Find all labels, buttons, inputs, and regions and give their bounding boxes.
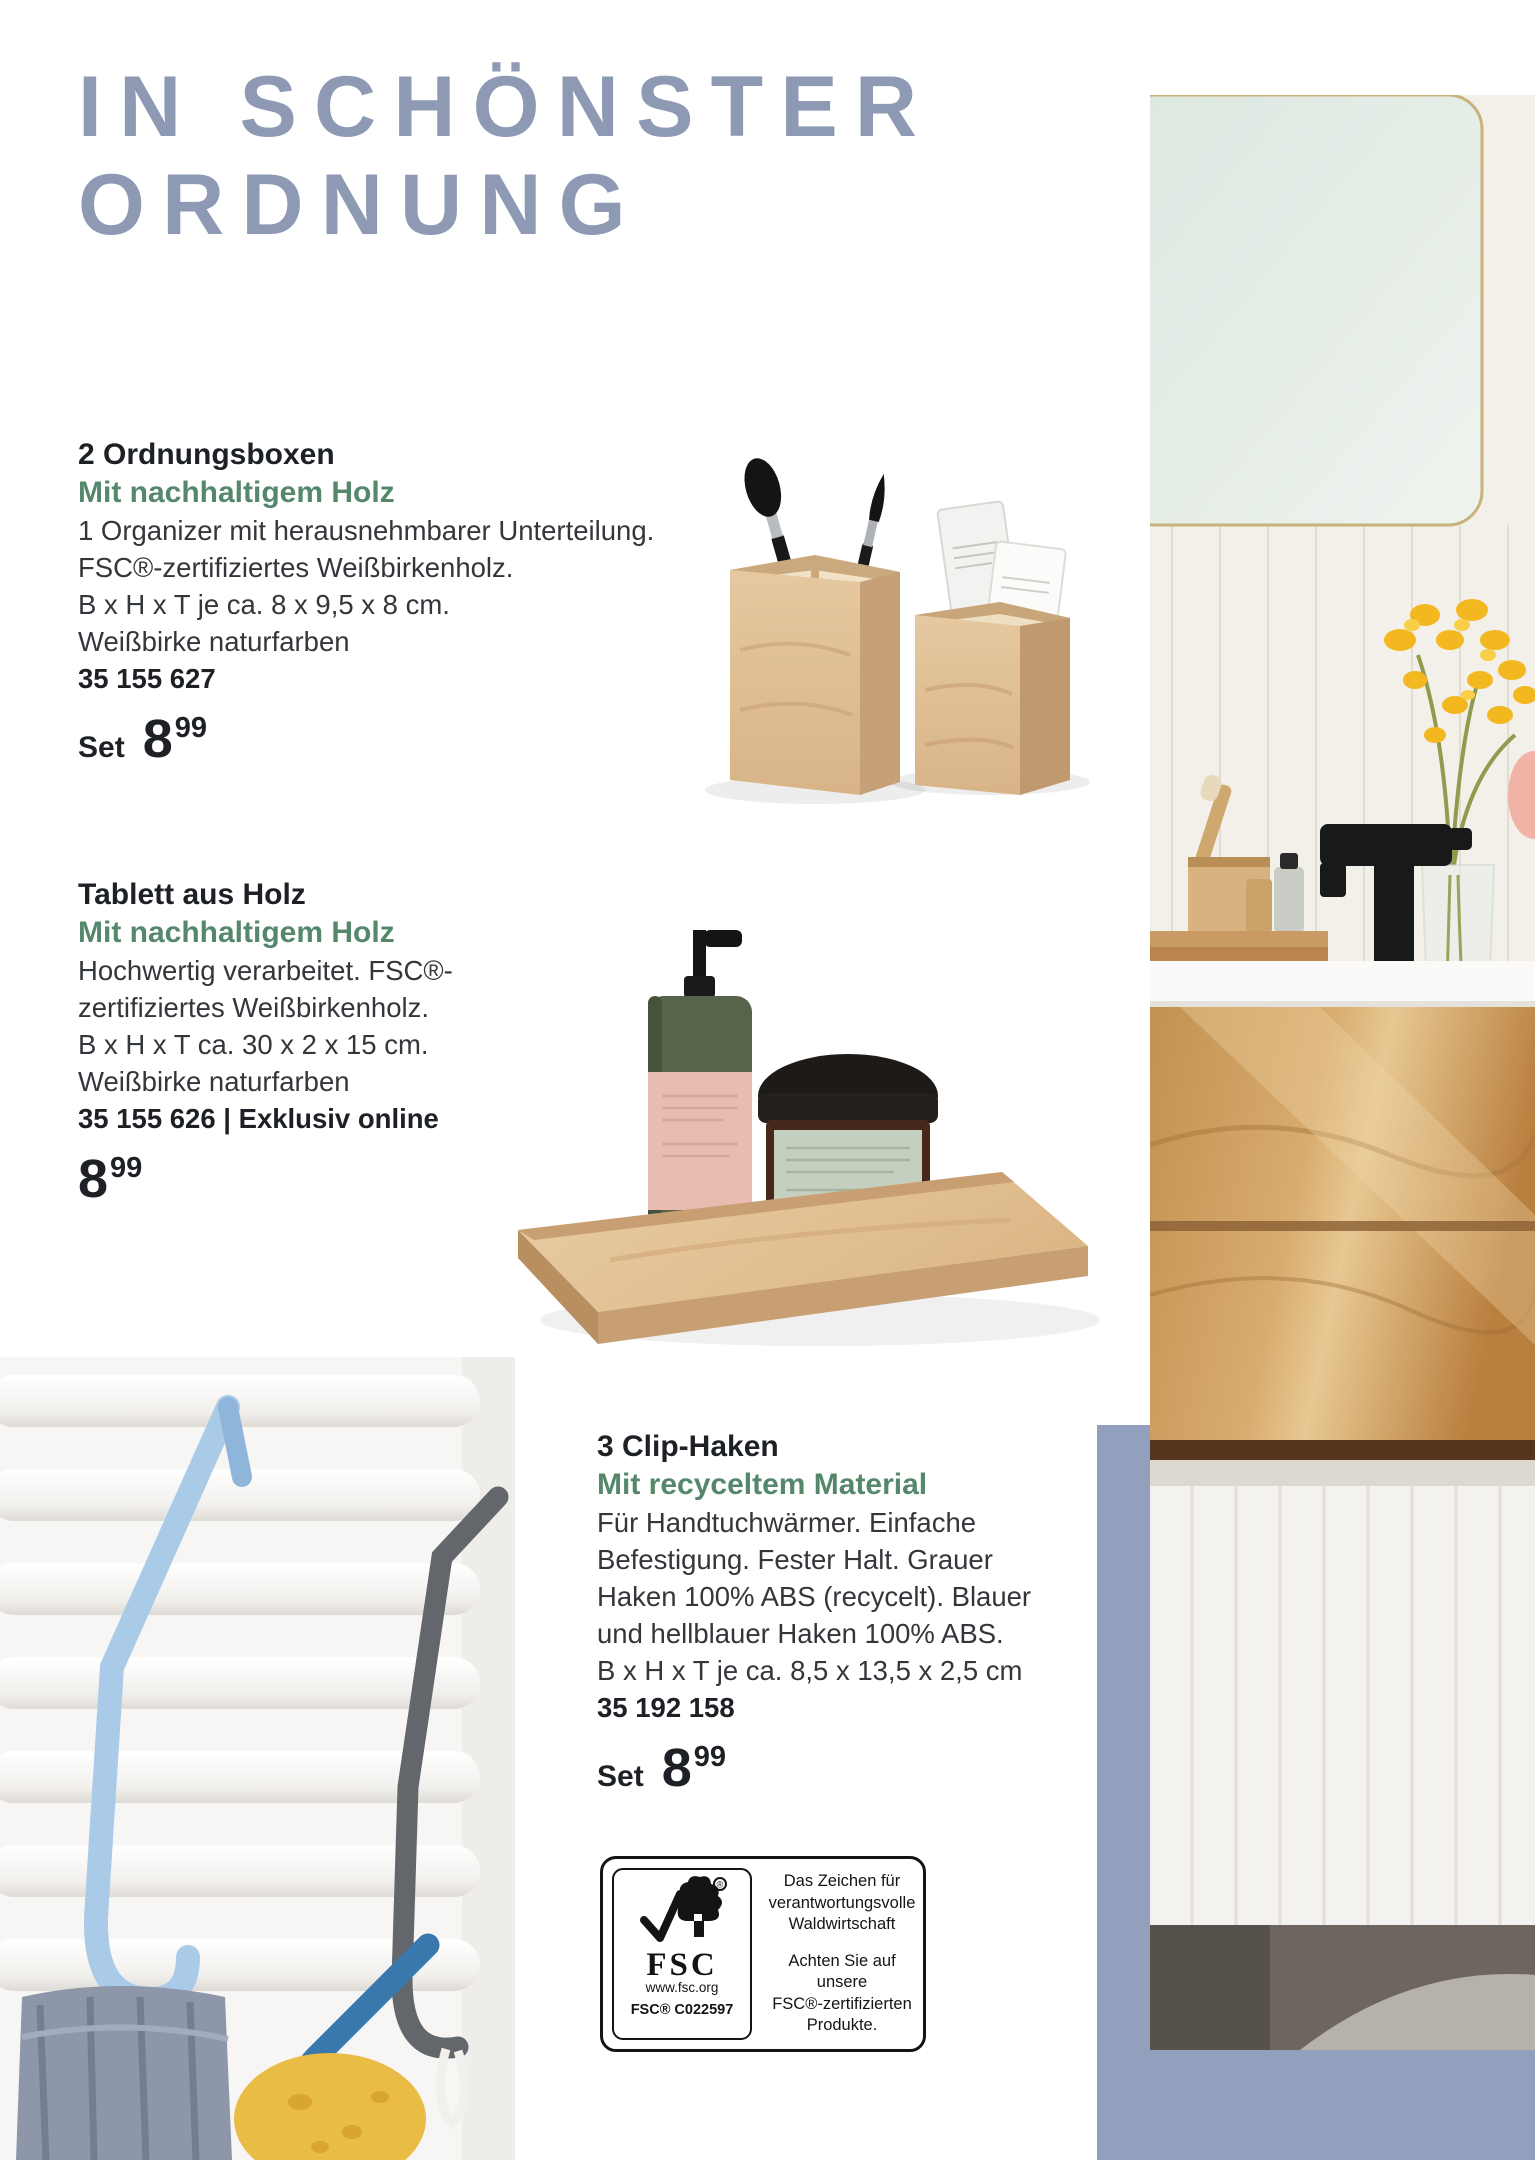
price-value: 8: [661, 1738, 692, 1798]
product-description-line: Weißbirke naturfarben: [78, 1066, 350, 1097]
page-title-line1: IN SCHÖNSTER: [78, 59, 935, 155]
product-description-line: B x H x T je ca. 8 x 9,5 x 8 cm.: [78, 589, 450, 620]
product-title: Tablett aus Holz: [78, 878, 306, 911]
product-description-line: Für Handtuchwärmer. Einfache: [597, 1507, 977, 1538]
price-cents: 99: [110, 1152, 143, 1184]
wooden-box-left: [730, 555, 900, 795]
product-block-ordnungsboxen: [78, 436, 654, 776]
product-description-line: und hellblauer Haken 100% ABS.: [597, 1618, 1004, 1649]
page-title-line2: ORDNUNG: [78, 157, 643, 253]
tray-illustration: [490, 900, 1105, 1380]
product-description-line: Weißbirke naturfarben: [78, 626, 350, 657]
price: [78, 1151, 453, 1216]
towel: [16, 1986, 232, 2160]
wooden-box-right: [915, 602, 1070, 795]
product-description-line: Hochwertig verarbeitet. FSC®-: [78, 955, 453, 986]
product-description-line: FSC®-zertifiziertes Weißbirkenholz.: [78, 552, 514, 583]
fsc-license-code: FSC® C022597: [630, 2002, 734, 2018]
product-block-tablett: [78, 876, 453, 1216]
svg-text:®: ®: [716, 1879, 724, 1890]
price: [78, 711, 654, 776]
product-block-clip-haken: [597, 1428, 1031, 1805]
fsc-url-text: www.fsc.org: [645, 1980, 719, 1995]
product-description-line: B x H x T ca. 30 x 2 x 15 cm.: [78, 1029, 429, 1060]
price-unit-label: Set: [597, 1760, 644, 1793]
mirror: [1150, 95, 1482, 525]
fsc-claim-paragraph: Das Zeichen für verantwortungsvolle Waldwirtschaft: [768, 1872, 916, 1934]
page-title: [78, 58, 934, 254]
product-description-line: Befestigung. Fester Halt. Grauer: [597, 1544, 993, 1575]
bathroom-illustration: [1150, 95, 1535, 2050]
ordnungsboxen-photo: [700, 450, 1095, 810]
price-value: 8: [142, 709, 173, 769]
product-title: 2 Ordnungsboxen: [78, 438, 335, 471]
price-cents: 99: [174, 712, 207, 744]
price: [597, 1740, 1031, 1805]
product-description-line: zertifiziertes Weißbirkenholz.: [78, 992, 429, 1023]
tablett-photo: [490, 900, 1105, 1380]
countertop: [1150, 961, 1535, 1007]
product-description-line: B x H x T je ca. 8,5 x 13,5 x 2,5 cm: [597, 1655, 1023, 1686]
price-unit-label: Set: [78, 731, 125, 764]
pump-bottle: [648, 930, 752, 1234]
product-highlight: Mit nachhaltigem Holz: [78, 476, 395, 509]
price-cents: 99: [693, 1741, 726, 1773]
product-description-line: Haken 100% ABS (recycelt). Blauer: [597, 1581, 1032, 1612]
fsc-certification-box: [600, 1856, 926, 2052]
panel-wall: [1150, 1460, 1535, 1925]
product-title: 3 Clip-Haken: [597, 1430, 779, 1463]
fsc-tree-check-icon: [636, 1876, 728, 1950]
price-value: 8: [78, 1149, 109, 1209]
fsc-logo: [612, 1868, 752, 2040]
fsc-brand-text: FSC: [646, 1947, 718, 1983]
bathroom-photo: [1150, 95, 1535, 2050]
product-description-line: 1 Organizer mit herausnehmbarer Unterteilung.: [78, 515, 655, 546]
product-highlight: Mit nachhaltigem Holz: [78, 916, 395, 949]
article-number: 35 155 627: [78, 663, 216, 694]
fsc-advice-paragraph: Achten Sie auf unsere FSC®-zertifizierten Produkte.: [772, 1951, 912, 2035]
article-number: 35 192 158: [597, 1692, 735, 1723]
vanity: [1150, 1007, 1535, 1460]
radiator-illustration: [0, 1357, 515, 2160]
clip-haken-photo: [0, 1357, 515, 2160]
boxes-illustration: [700, 450, 1095, 810]
product-highlight: Mit recyceltem Material: [597, 1468, 928, 1501]
article-number: 35 155 626 | Exklusiv online: [78, 1103, 439, 1134]
fsc-claim-text: [761, 1859, 923, 2049]
